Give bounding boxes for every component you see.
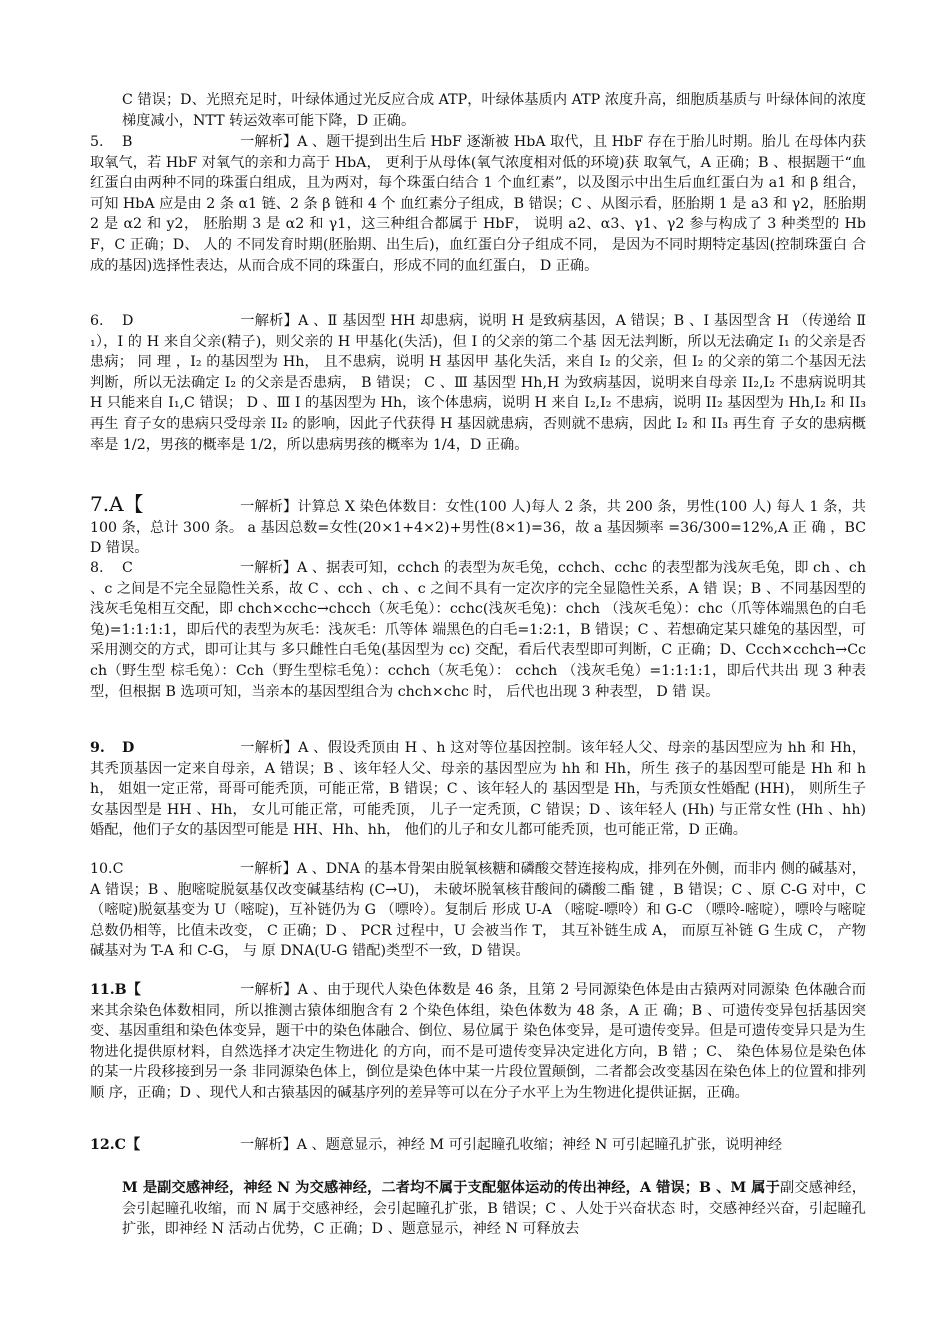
item-number: 11.B【 — [90, 982, 141, 998]
item-12-continued — [90, 1178, 866, 1240]
item-text: 一解析】计算总 X 染色体数目：女性(100 人)每人 2 条，共 200 条，男性(100 人) 每人 1 条，共 100 条，总计 300 条。 a 基因总数=女性(20×1+4×2)+男性(8×1)=36，故 a 基因频率 =36/300=12%,A 正 确 ，BCD 错误。 — [90, 499, 866, 557]
item-text: 一解析】A 、Ⅱ 基因型 HH 却患病，说明 H 是致病基因，A 错误；B 、I 基因型含 H （传递给 Ⅱ₁），I 的 H 来自父亲(精子)，则父亲的 H 甲基化(失活)，但 I 的父亲的第二个基 因无法判断，所以无法确定 I₁ 的父亲是否患病； 同 理 ，I₂ 的基因型为 Hh， 且不患病，说明 H 基因甲 基化失活，来自 I₂ 的父亲，但 I₂ 的父亲的第二个基因无法判断，所以无法确定 I₂ 的父亲是否患病， B 错误； C 、Ⅲ 基因型 Hh,H 为致病基因，说明来自母亲 II₂,I₂ 不患病说明其 H 只能来自 I₁,C 错误； D 、Ⅲ I 的基因型为 Hh，该个体患病，说明 H 来自 I₂,I₂ 不患病，说明 II₂ 基因型为 Hh,I₂ 和 II₃ 再生 育子女的患病只受母亲 II₂ 的影响，因此子代获得 H 基因就患病，否则就不患病，因此 I₂ 和 II₃ 再生育 子女的患病概率是 1/2，男孩的概率是 1/2，所以患病男孩的概率为 1/4，D 正确。 — [90, 313, 866, 453]
item-5 — [90, 132, 866, 276]
item-number: 9. — [90, 740, 105, 756]
item-6 — [90, 311, 866, 455]
item-11 — [90, 980, 866, 1104]
item-text: 一解析】A 、由于现代人染色体数是 46 条，且第 2 号同源染色体是由古猿两对同源染 色体融合而来其余染色体数相同，所以推测古猿体细胞含有 2 个染色体组，染色体数为 48 条，A 正 确；B 、可遗传变异包括基因突变、基因重组和染色体变异，题干中的染色体融合、倒位、易位属于 染色体变异，是可遗传变异。但是可遗传变异只是为生物进化提供原材料，自然选择才决定生物进化 的方向，而不是可遗传变异决定进化方向，B 错 ；C、 染色体易位是染色体的某一片段移接到另一条 非同源染色体上，倒位是染色体中某一片段位置颠倒，二者都会改变基因在染色体上的位置和排列顺 序，正确；D 、现代人和古猿基因的碱基序列的差异等可以在分子水平上为生物进化提供证据，正确。 — [90, 982, 866, 1101]
item-text: 一解析】A 、DNA 的基本骨架由脱氧核糖和磷酸交替连接构成，排列在外侧，而非内 侧的碱基对，A 错误；B 、胞嘧啶脱氨基仅改变碱基结构 (C→U)， 未破坏脱氧核苷酸间的磷酸二酯 键 ，B 错误；C 、原 C-G 对中，C （嘧啶)脱氨基变为 U（嘧啶)，互补链仍为 G （嘌呤）。复制后 形成 U-A （嘧啶-嘌呤）和 G-C （嘌呤-嘧啶），嘌呤与嘧啶总数仍相等，比值未改变， C 正确；D 、 PCR 过程中，U 会被当作 T， 其互补链生成 A， 而原互补链 G 生成 C， 产物碱基对为 T-A 和 C-G， 与 原 DNA(U-G 错配)类型不一致，D 错误。 — [90, 861, 866, 960]
item-10 — [90, 859, 866, 962]
item-number: 6. — [90, 313, 104, 329]
item-number: 8. — [90, 560, 104, 576]
item-answer: B — [122, 134, 133, 150]
item-number: 10.C — [90, 861, 124, 877]
item-answer: D — [122, 740, 135, 756]
item-text: 一解析】A 、题意显示，神经 M 可引起瞳孔收缩；神经 N 可引起瞳孔扩张，说明神经 — [240, 1137, 783, 1153]
item-answer: D — [122, 313, 134, 329]
item-text: C 错误；D、光照充足时，叶绿体通过光反应合成 ATP，叶绿体基质内 ATP 浓度升高，细胞质基质与 叶绿体间的浓度梯度减小，NTT 转运效率可能下降，D 正确。 — [122, 92, 866, 129]
item-text: 一解析】A 、题干提到出生后 HbF 逐渐被 HbA 取代，且 HbF 存在于胎儿时期。胎儿 在母体内获取氧气，若 HbF 对氧气的亲和力高于 HbA， 更利于从母体(氧气浓度相对低的环境)获 取氧气，A 正确；B 、根据题干“血红蛋白由两种不同的珠蛋白组成，且为两对，每个珠蛋白结合 1 个血红素”，以及图示中出生后血红蛋白为 a1 和 β 组合，可知 HbA 应是由 2 条 α1 链、2 条 β 链和 4 个 血红素分子组成，B 错误；C 、从图示看，胚胎期 1 是 a3 和 γ2，胚胎期 2 是 α2 和 y2， 胚胎期 3 是 α2 和 γ1，这三种组合都属于 HbF， 说明 a2、α3、γ1、γ2 参与构成了 3 种类型的 HbF，C 正确；D、 人的 不同发育时期(胚胎期、出生后)，血红蛋白分子组成不同， 是因为不同时期特定基因(控制珠蛋白 合成的基因)选择性表达，从而合成不同的珠蛋白，形成不同的血红蛋白， D 正确。 — [90, 134, 866, 274]
item-number: 5. — [90, 134, 104, 150]
item-answer: C — [122, 560, 133, 576]
item-7 — [90, 494, 866, 559]
item-text: 一解析】A 、假设秃顶由 H 、h 这对等位基因控制。该年轻人父、母亲的基因型应为 hh 和 Hh，其秃顶基因一定来自母亲，A 错误；B 、该年轻人父、母亲的基因型应为 hh 和 Hh，所生 孩子的基因型可能是 Hh 和 hh， 姐姐一定正常，哥哥可能秃顶，可能正常，B 错误；C 、该年轻人的 基因型是 Hh，与秃顶女性婚配 (HH)， 则所生子女基因型是 HH 、Hh， 女儿可能正常，可能秃顶， 儿子一定秃顶，C 错误；D 、该年轻人 (Hh) 与正常女性 (Hh 、hh) 婚配，他们子女的基因型可能是 HH、Hh、hh， 他们的儿子和女儿都可能秃顶，也可能正常，D 正确。 — [90, 740, 866, 839]
item-4-tail — [90, 90, 866, 131]
item-number: 12.C【 — [90, 1137, 141, 1153]
item-9 — [90, 738, 866, 841]
item-8 — [90, 558, 866, 702]
item-12 — [90, 1135, 866, 1156]
bold-statement: M 是副交感神经，神经 N 为交感神经，二者均不属于支配躯体运动的传出神经，A 错误；B 、M 属于 — [122, 1180, 780, 1196]
item-text: 副交感神经， 会引起瞳孔收缩，而 N 属于交感神经，会引起瞳孔扩张，B 错误；C 、人处于兴奋状态 时，交感神经兴奋，引起瞳孔扩张，即神经 N 活动占优势，C 正确；D 、题意显示，神经 N 可释放去 — [122, 1180, 866, 1238]
item-text: 一解析】A 、据表可知，cchch 的表型为灰毛兔，cchch、cchc 的表型都为浅灰毛兔，即 ch 、ch 、c 之间是不完全显隐性关系，故 C 、cch 、ch 、c 之间不具有一定次序的完全显隐性关系，A 错 误；B 、不同基因型的浅灰毛兔相互交配，即 chch×cchc→chcch（灰毛兔）：cchc(浅灰毛兔)：chch （浅灰毛兔）：chc（爪等体端黑色的白毛兔)=1:1:1:1，即后代的表型为灰毛：浅灰毛：爪等体 端黑色的白毛=1:2:1，B 错误；C 、若想确定某只雄兔的基因型，可采用测交的方式，即可让其与 多只雌性白毛兔(基因型为 cc) 交配，看后代表型即可判断，C 正确；D、Ccch×cchch→Ccch（野生型 棕毛兔）：Cch（野生型棕毛兔）：cchch（灰毛兔）： cchch （浅灰毛兔）=1:1:1:1，即后代共出 现 3 种表型，但根据 B 选项可知，当亲本的基因型组合为 chch×chc 时， 后代也出现 3 种表型， D 错 误。 — [90, 560, 866, 700]
item-number: 7.A【 — [90, 492, 144, 516]
